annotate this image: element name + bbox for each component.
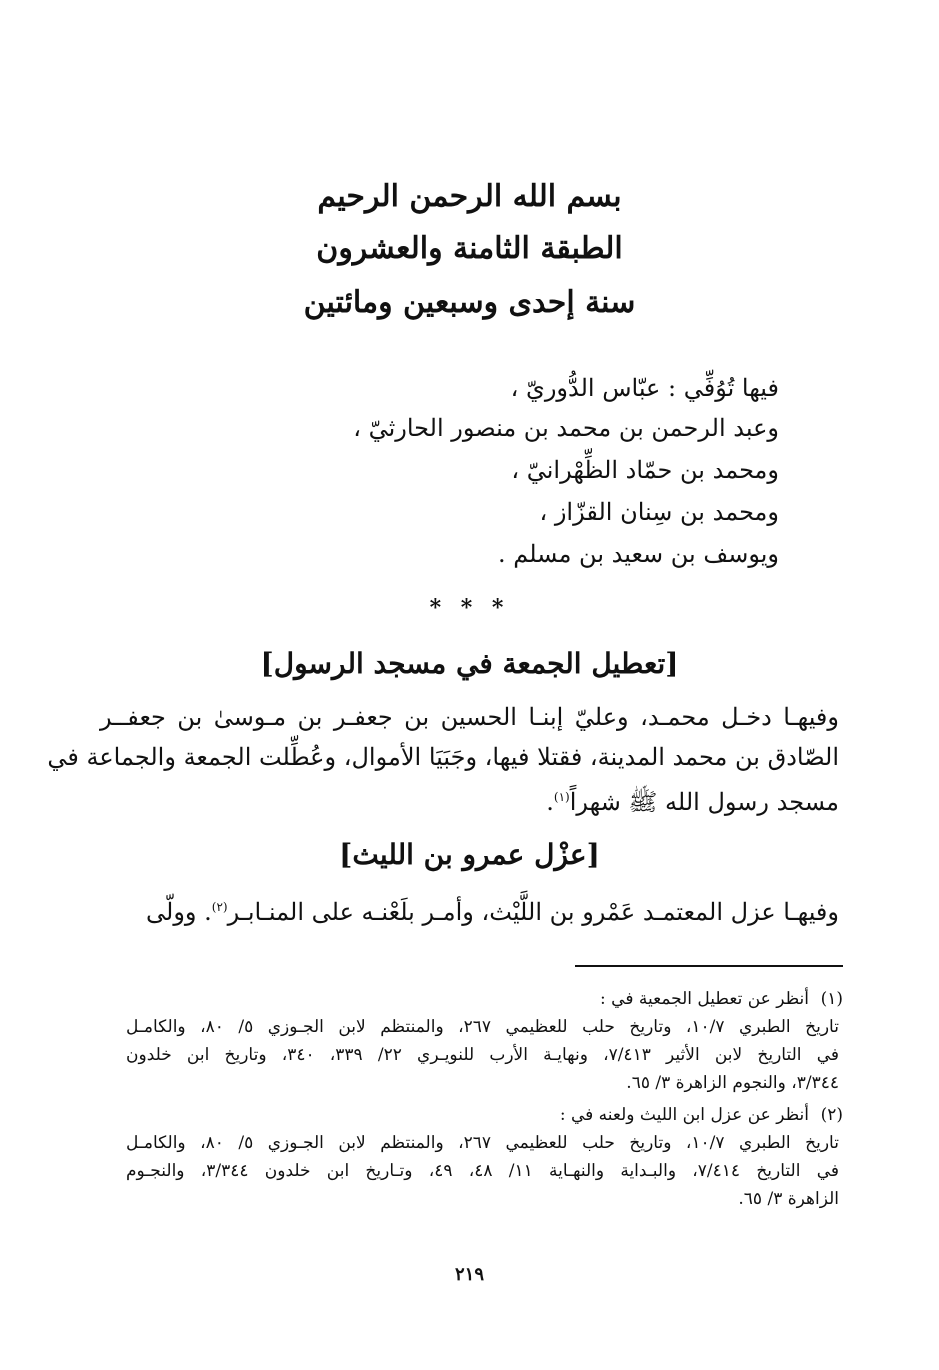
footnote-number: (١) (820, 989, 843, 1009)
end-mark: . (546, 788, 554, 816)
death-entry: ويوسف بن سعيد بن مسلم . (497, 540, 779, 568)
section-separator: * * * (429, 595, 510, 621)
footnote-head: أنظر عن عزل ابن الليث ولعنه في : (559, 1105, 809, 1125)
paragraph-line (100, 890, 839, 929)
year-heading: سنة إحدى وسبعين ومائتين (303, 285, 636, 320)
death-entry: فيها تُوُفِّي : عبّاس الدُّوريّ ، (510, 374, 779, 402)
footnote-separator-rule (575, 965, 843, 967)
footnote-line: تاريخ الطبري ١٠/٧، وتاريخ حلب للعظيمي ٢٦٧، والمنتظم لابن الجـوزي ٥/ ٨٠، والكامـل (126, 1133, 839, 1153)
basmala-heading: بسم الله الرحمن الرحيم (317, 179, 622, 214)
footnote-ref: (١) (553, 790, 570, 804)
death-entry: وعبد الرحمن بن محمد بن منصور الحارثيّ ، (353, 414, 779, 442)
footnote-head: أنظر عن تعطيل الجمعية في : (600, 989, 809, 1009)
death-entry: ومحمد بن سِنان القزّاز ، (539, 498, 779, 526)
footnote-ref: (٢) (211, 900, 228, 914)
section-title-dismissal: [عزْل عمرو بن الليث] (339, 838, 600, 871)
footnote-line: في التاريخ لابن الأثير ٧/٤١٣، ونهايـة الأرب للنويـري ٢٢/ ٣٣٩، ٣٤٠، وتاريخ ابن خلدون (126, 1045, 839, 1065)
paragraph-tail: . وولّى (146, 898, 212, 926)
section-title-friday-prayer: [تعطيل الجمعة في مسجد الرسول] (260, 647, 679, 680)
paragraph-line-last (100, 780, 839, 819)
paragraph-text: مسجد رسول الله ﷺ شهراً (569, 788, 839, 816)
paragraph-line: وفيهـا دخـل محمـد، وعليّ إبنـا الحسين بن جعفـر بن مـوسىٰ بن جعفــر (100, 703, 839, 731)
paragraph-line: الصّادق بن محمد المدينة، فقتلا فيها، وجَبَيَا الأموال، وعُطِّلت الجمعة والجماعة في (47, 743, 839, 771)
paragraph-text: وفيهـا عزل المعتمـد عَمْرو بن اللَّيْث، وأمـر بلَعْنـه على المنـابـر (227, 898, 839, 926)
death-entry: ومحمد بن حمّاد الظِّهْرانيّ ، (511, 456, 779, 484)
page-number: ٢١٩ (454, 1264, 484, 1285)
footnote-line: في التاريخ ٧/٤١٤، والبـداية والنهـاية ١١/ ٤٨، ٤٩، وتـاريخ ابن خلدون ٣/٣٤٤، والنجـوم (126, 1161, 839, 1181)
footnote-number: (٢) (820, 1105, 843, 1125)
footnote-line: الزاهرة ٣/ ٦٥. (738, 1189, 839, 1209)
footnote-line: ٣/٣٤٤، والنجوم الزاهرة ٣/ ٦٥. (626, 1073, 839, 1093)
footnote-line: تاريخ الطبري ١٠/٧، وتاريخ حلب للعظيمي ٢٦٧، والمنتظم لابن الجـوزي ٥/ ٨٠، والكامـل (126, 1017, 839, 1037)
tabaqa-heading: الطبقة الثامنة والعشرون (316, 231, 623, 266)
